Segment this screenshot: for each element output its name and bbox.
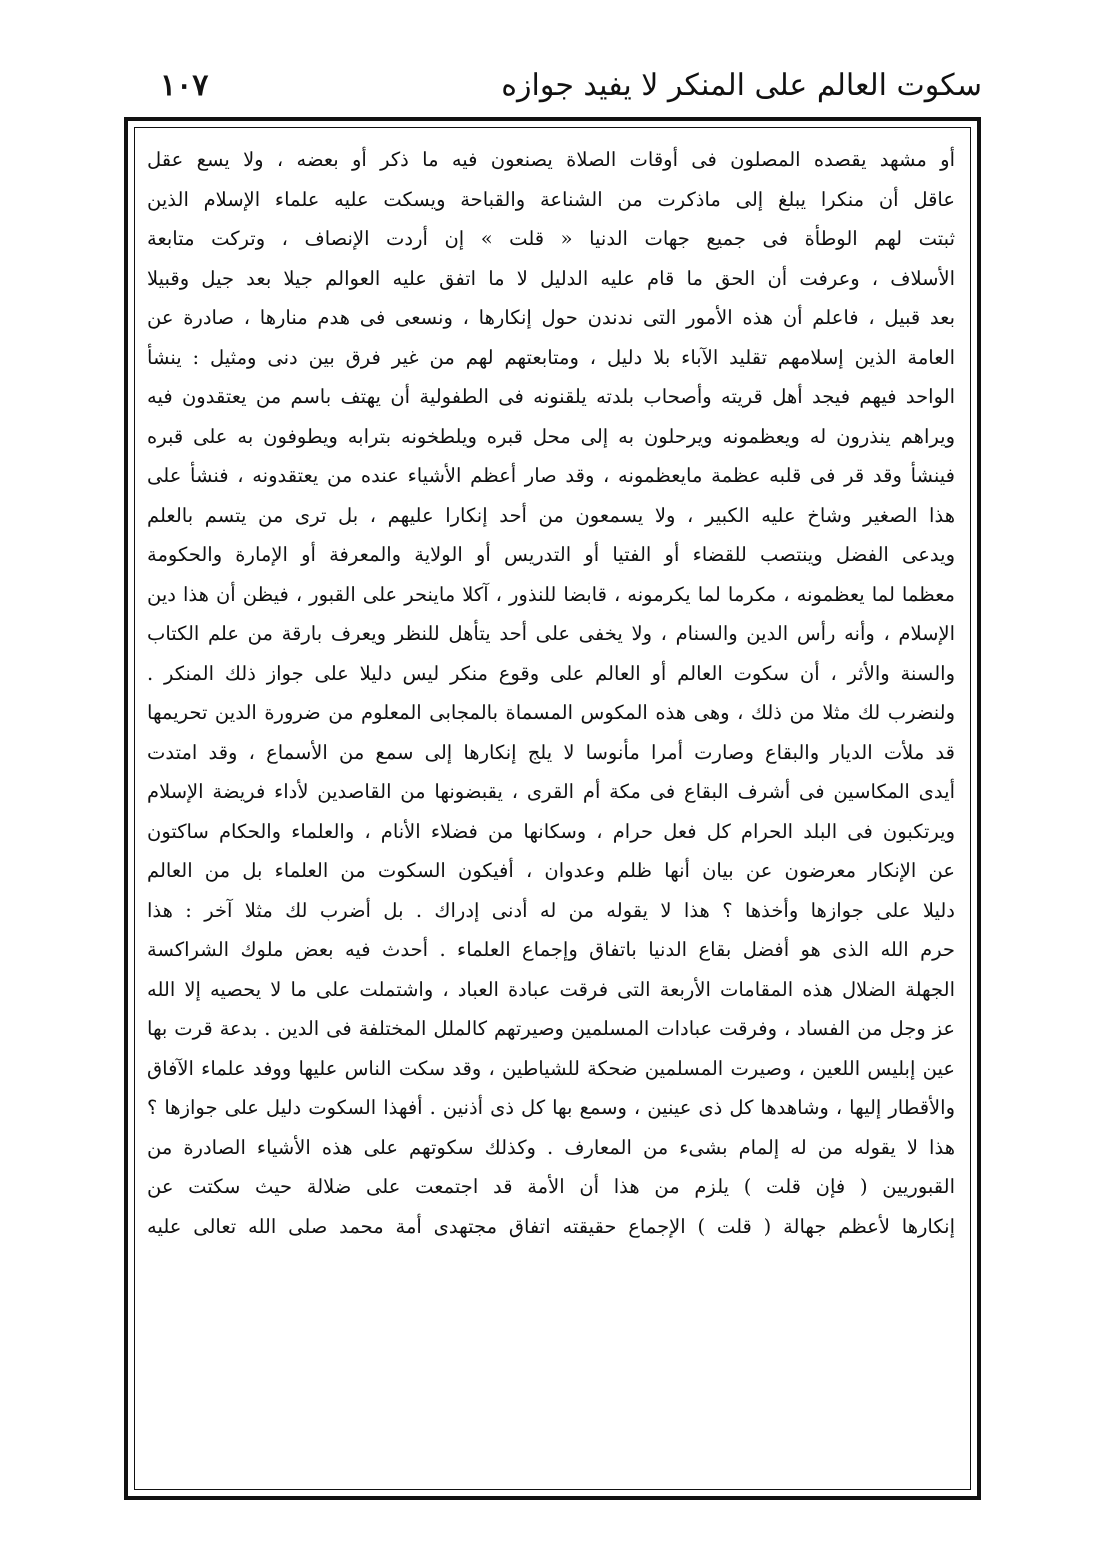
text-line: دليلا على جوازها وأخذها ؟ هذا لا يقوله من له أدنى إدراك . بل أضرب لك مثلا آخر : هذا	[147, 898, 955, 922]
text-line: ويراهم ينذرون له ويعظمونه ويرحلون به إلى محل قبره ويلطخونه بترابه ويطوفون به على قبره	[147, 424, 955, 448]
text-line: عين إبليس اللعين ، وصيرت المسلمين ضحكة للشياطين ، وقد سكت الناس عليها ووفد علماء الآفاق	[147, 1056, 955, 1080]
text-line: إنكارها لأعظم جهالة ( قلت ) الإجماع حقيقته اتفاق مجتهدى أمة محمد صلى الله تعالى عليه	[147, 1214, 955, 1238]
text-line: القبوريين ( فإن قلت ) يلزم من هذا أن الأمة قد اجتمعت على ضلالة حيث سكتت عن	[147, 1175, 955, 1198]
text-line: العامة الذين إسلامهم تقليد الآباء بلا دليل ، ومتابعتهم لهم من غير فرق بين دنى ومثيل : ينشأ	[147, 345, 955, 369]
text-line: الجهلة الضلال هذه المقامات الأربعة التى فرقت عبادة العباد ، واشتملت على ما لا يحصيه إلا الله	[147, 977, 955, 1001]
text-line: الإسلام ، وأنه رأس الدين والسنام ، ولا يخفى على أحد يتأهل للنظر ويعرف بارقة من علم الكتاب	[147, 622, 955, 645]
text-line: حرم الله الذى هو أفضل بقاع الدنيا باتفاق وإجماع العلماء . أحدث فيه بعض ملوك الشراكسة	[147, 938, 955, 961]
text-line: أو مشهد يقصده المصلون فى أوقات الصلاة يصنعون فيه ما ذكر أو بعضه ، ولا يسع عقل	[147, 148, 955, 171]
text-line: عاقل أن منكرا يبلغ إلى ماذكرت من الشناعة والقباحة ويسكت عليه علماء الإسلام الذين	[147, 187, 955, 211]
text-line: معظما لما يعظمونه ، مكرما لما يكرمونه ، قابضا للنذور ، آكلا ماينحر على القبور ، فيظن أن هذا دين	[147, 582, 955, 606]
page-header	[130, 62, 982, 110]
page-number: ١٠٧	[160, 68, 209, 103]
text-line: ثبتت لهم الوطأة فى جميع جهات الدنيا « قلت » إن أردت الإنصاف ، وتركت متابعة	[147, 227, 955, 250]
text-line: بعد قبيل ، فاعلم أن هذه الأمور التى ندندن حول إنكارها ، ونسعى فى هدم منارها ، صادرة عن	[147, 306, 955, 329]
text-line: هذا الصغير وشاخ عليه الكبير ، ولا يسمعون من أحد إنكارا عليهم ، بل ترى من يتسم بالعلم	[147, 503, 955, 527]
text-line: الواحد فيهم فيجد أهل قريته وأصحاب بلدته يلقنونه فى الطفولية أن يهتف باسم من يعتقدون فيه	[147, 385, 955, 408]
running-title: سكوت العالم على المنكر لا يفيد جوازه	[501, 68, 982, 103]
text-line: عز وجل من الفساد ، وفرقت عبادات المسلمين وصيرتهم كالملل المختلفة فى الدين . بدعة قرت بها	[147, 1017, 955, 1040]
text-line: عن الإنكار معرضون عن بيان أنها ظلم وعدوان ، أفيكون السكوت من العلماء بل من العالم	[147, 859, 955, 882]
text-line: والأقطار إليها ، وشاهدها كل ذى عينين ، وسمع بها كل ذى أذنين . أفهذا السكوت دليل على جوازها ؟	[147, 1096, 955, 1119]
text-line: أيدى المكاسين فى أشرف البقاع فى مكة أم القرى ، يقبضونها من القاصدين لأداء فريضة الإسلام	[147, 780, 955, 803]
text-line: فينشأ وقد قر فى قلبه عظمة مايعظمونه ، وقد صار أعظم الأشياء عنده من يعتقدونه ، فنشأ على	[147, 464, 955, 487]
text-line: هذا لا يقوله من له إلمام بشىء من المعارف . وكذلك سكوتهم على هذه الأشياء الصادرة من	[147, 1135, 955, 1159]
text-line: ويدعى الفضل وينتصب للقضاء أو الفتيا أو التدريس أو الولاية والمعرفة أو الإمارة والحكومة	[147, 543, 955, 566]
text-line: الأسلاف ، وعرفت أن الحق ما قام عليه الدليل لا ما اتفق عليه العوالم جيلا بعد جيل وقبيلا	[147, 266, 955, 290]
text-line: ولنضرب لك مثلا من ذلك ، وهى هذه المكوس المسماة بالمجابى المعلوم من ضرورة الدين تحريمها	[147, 701, 955, 724]
text-line: والسنة والأثر ، أن سكوت العالم أو العالم على وقوع منكر ليس دليلا على جواز ذلك المنكر .	[147, 661, 955, 685]
text-line: ويرتكبون فى البلد الحرام كل فعل حرام ، وسكانها من فضلاء الأنام ، والعلماء والحكام ساكتون	[147, 819, 955, 843]
text-line: قد ملأت الديار والبقاع وصارت أمرا مأنوسا لا يلج إنكارها إلى سمع من الأسماع ، وقد امتدت	[147, 740, 955, 764]
body-text	[147, 140, 955, 1246]
